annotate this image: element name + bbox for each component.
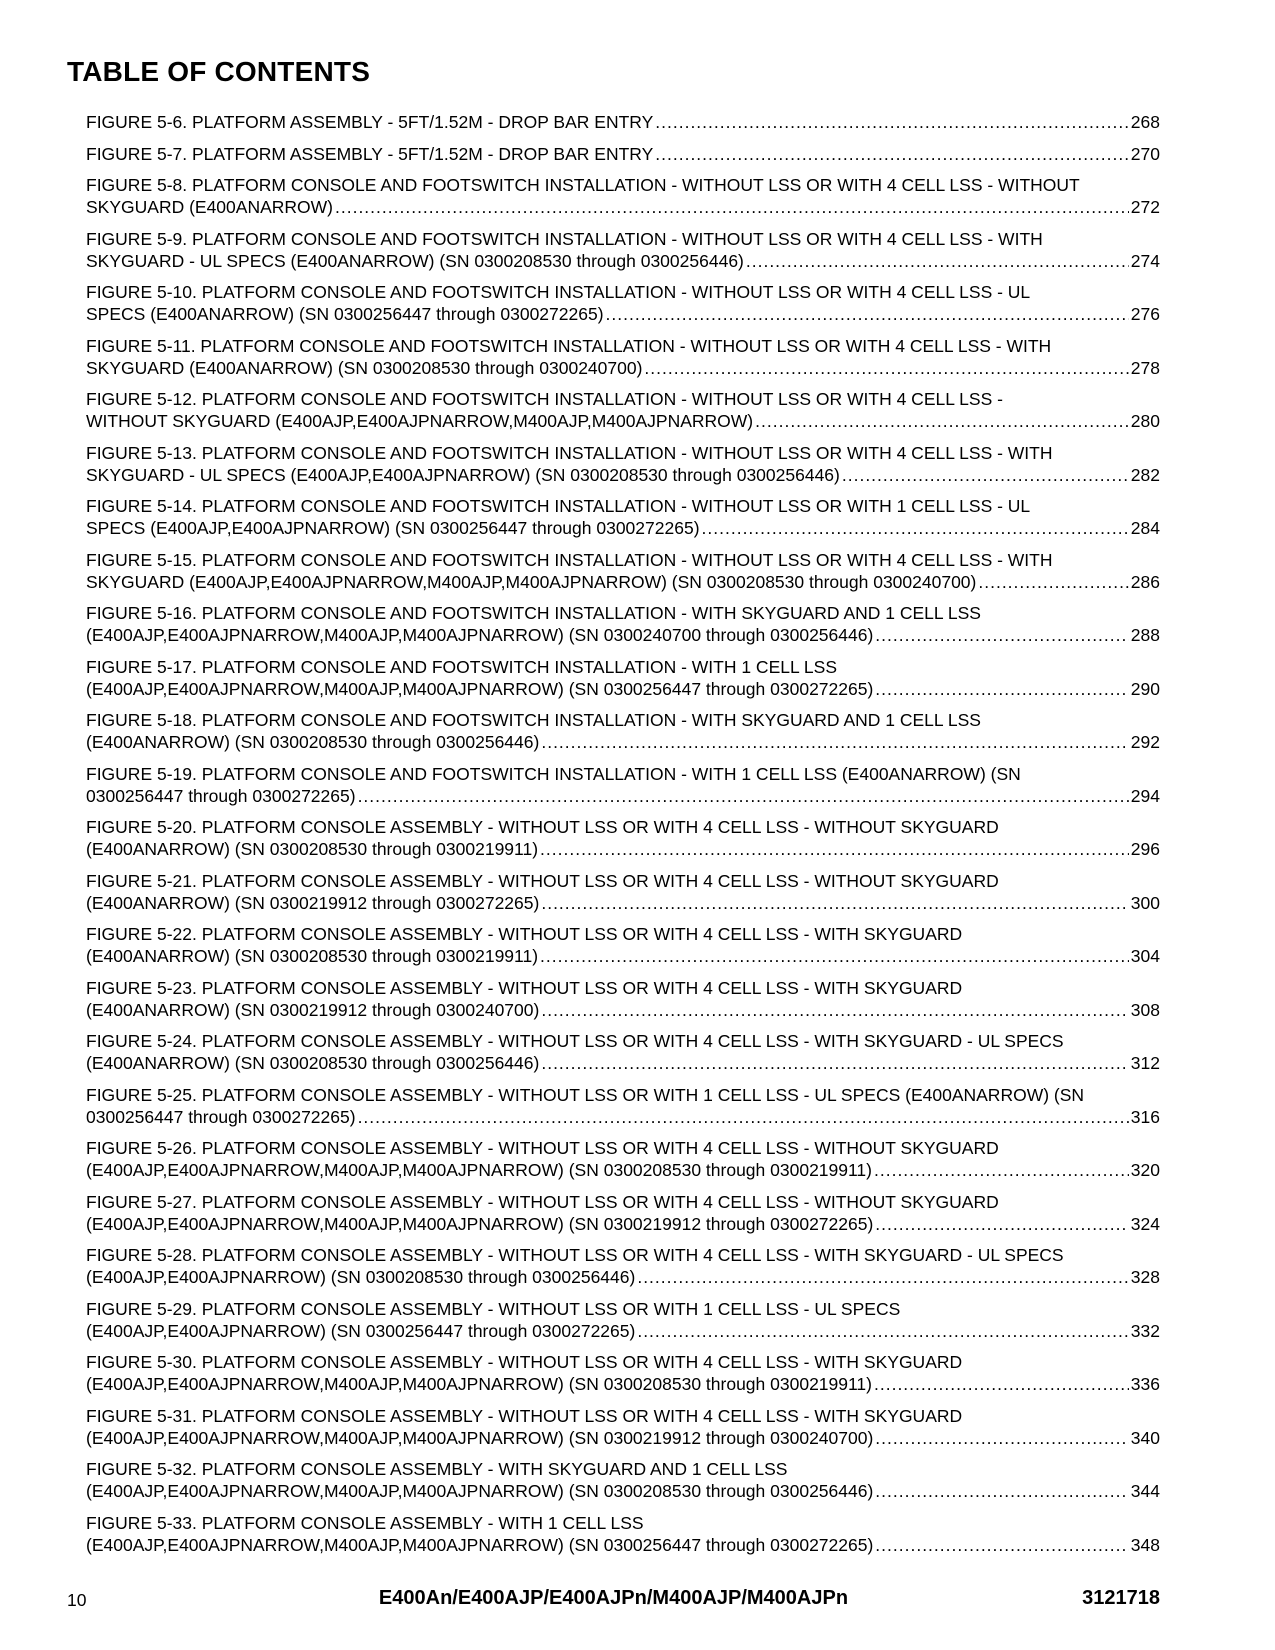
toc-entry-page-number: 328 (1130, 1267, 1160, 1287)
toc-entry-title-line: SKYGUARD (E400AJP,E400AJPNARROW,M400AJP,M400AJPNARROW) (SN 0300208530 through 0300240700) (86, 571, 977, 592)
toc-entry[interactable] (86, 335, 1160, 389)
toc-entry[interactable] (86, 1084, 1160, 1138)
toc-entry-page-number: 344 (1130, 1481, 1160, 1501)
toc-entry-title-line: FIGURE 5-6. PLATFORM ASSEMBLY - 5FT/1.52M - DROP BAR ENTRY (86, 112, 654, 132)
toc-entry[interactable] (86, 1191, 1160, 1245)
toc-entry-title-line: FIGURE 5-27. PLATFORM CONSOLE ASSEMBLY - WITHOUT LSS OR WITH 4 CELL LSS - WITHOUT SKYGUARD (86, 1191, 999, 1212)
toc-entry[interactable] (86, 388, 1160, 442)
toc-entry-page-number: 308 (1130, 999, 1160, 1020)
toc-entry-title-line: (E400AJP,E400AJPNARROW,M400AJP,M400AJPNARROW) (SN 0300219912 through 0300240700) (86, 1427, 874, 1448)
toc-entry-title-line: (E400AJP,E400AJPNARROW) (SN 0300256447 through 0300272265) (86, 1320, 636, 1341)
dot-leader (874, 1159, 1129, 1181)
dot-leader (842, 464, 1129, 486)
toc-entry-title-line: (E400ANARROW) (SN 0300208530 through 0300256446) (86, 732, 540, 752)
toc-entry-title-line: FIGURE 5-18. PLATFORM CONSOLE AND FOOTSWITCH INSTALLATION - WITH SKYGUARD AND 1 CELL LSS (86, 710, 981, 730)
toc-entry-title-line: FIGURE 5-26. PLATFORM CONSOLE ASSEMBLY - WITHOUT LSS OR WITH 4 CELL LSS - WITHOUT SKYGUARD (86, 1138, 999, 1158)
dot-leader (874, 1373, 1129, 1395)
toc-entry-title-line: FIGURE 5-9. PLATFORM CONSOLE AND FOOTSWITCH INSTALLATION - WITHOUT LSS OR WITH 4 CELL LSS - WITH (86, 228, 1043, 249)
toc-entry-title-line: SKYGUARD - UL SPECS (E400ANARROW) (SN 0300208530 through 0300256446) (86, 250, 744, 271)
toc-entry-title-line: FIGURE 5-19. PLATFORM CONSOLE AND FOOTSWITCH INSTALLATION - WITH 1 CELL LSS (E400ANARROW) (SN (86, 763, 1021, 784)
toc-entry-title-line: FIGURE 5-30. PLATFORM CONSOLE ASSEMBLY - WITHOUT LSS OR WITH 4 CELL LSS - WITH SKYGUARD (86, 1352, 963, 1372)
toc-entry-title-line: SKYGUARD - UL SPECS (E400AJP,E400AJPNARROW) (SN 0300208530 through 0300256446) (86, 464, 840, 485)
toc-entry-title-line: FIGURE 5-11. PLATFORM CONSOLE AND FOOTSWITCH INSTALLATION - WITHOUT LSS OR WITH 4 CELL LSS - WITH (86, 335, 1052, 356)
toc-entry[interactable] (86, 602, 1160, 656)
toc-entry-title-line: FIGURE 5-13. PLATFORM CONSOLE AND FOOTSWITCH INSTALLATION - WITHOUT LSS OR WITH 4 CELL LSS - WITH (86, 442, 1053, 463)
toc-entry-title-line: FIGURE 5-10. PLATFORM CONSOLE AND FOOTSWITCH INSTALLATION - WITHOUT LSS OR WITH 4 CELL LSS - UL (86, 282, 1031, 302)
dot-leader (655, 143, 1129, 165)
footer-model-name: E400An/E400AJP/E400AJPn/M400AJP/M400AJPn (378, 1587, 849, 1609)
toc-entry[interactable] (86, 923, 1160, 977)
dot-leader (540, 945, 1129, 967)
toc-entry-title-line: 0300256447 through 0300272265) (86, 785, 356, 806)
dot-leader (702, 517, 1129, 539)
dot-leader (875, 1427, 1129, 1449)
toc-entry-page-number: 274 (1130, 250, 1160, 271)
toc-entry-title-line: (E400AJP,E400AJPNARROW,M400AJP,M400AJPNARROW) (SN 0300256447 through 0300272265) (86, 678, 874, 699)
toc-entry-page-number: 268 (1130, 112, 1160, 132)
dot-leader (875, 624, 1129, 646)
dot-leader (875, 1213, 1129, 1235)
toc-entry[interactable] (86, 1030, 1160, 1084)
toc-entry-title-line: (E400AJP,E400AJPNARROW) (SN 0300208530 through 0300256446) (86, 1267, 636, 1287)
toc-entry[interactable] (86, 143, 1160, 175)
toc-entry-title-line: FIGURE 5-17. PLATFORM CONSOLE AND FOOTSWITCH INSTALLATION - WITH 1 CELL LSS (86, 656, 837, 677)
toc-entry-page-number: 296 (1130, 839, 1160, 859)
dot-leader (335, 196, 1129, 218)
toc-entry-title-line: FIGURE 5-22. PLATFORM CONSOLE ASSEMBLY - WITHOUT LSS OR WITH 4 CELL LSS - WITH SKYGUARD (86, 924, 963, 944)
toc-entry[interactable] (86, 1405, 1160, 1459)
toc-entry-title-line: (E400ANARROW) (SN 0300219912 through 0300272265) (86, 892, 540, 913)
toc-entry-title-line: FIGURE 5-8. PLATFORM CONSOLE AND FOOTSWITCH INSTALLATION - WITHOUT LSS OR WITH 4 CELL LSS - WITHOUT (86, 175, 1080, 195)
toc-entry-page-number: 304 (1130, 946, 1160, 966)
dot-leader (358, 1106, 1129, 1128)
toc-list (86, 111, 1160, 1565)
toc-entry-page-number: 312 (1130, 1053, 1160, 1073)
toc-entry[interactable] (86, 656, 1160, 710)
toc-entry[interactable] (86, 549, 1160, 603)
toc-entry-title-line: FIGURE 5-12. PLATFORM CONSOLE AND FOOTSWITCH INSTALLATION - WITHOUT LSS OR WITH 4 CELL LSS - (86, 389, 1003, 409)
dot-leader (541, 892, 1128, 914)
toc-entry[interactable] (86, 1458, 1160, 1512)
toc-entry-title-line: (E400AJP,E400AJPNARROW,M400AJP,M400AJPNARROW) (SN 0300256447 through 0300272265) (86, 1534, 874, 1555)
toc-entry-page-number: 292 (1130, 732, 1160, 752)
toc-entry-title-line: (E400AJP,E400AJPNARROW,M400AJP,M400AJPNARROW) (SN 0300219912 through 0300272265) (86, 1213, 874, 1234)
toc-entry[interactable] (86, 1244, 1160, 1298)
toc-entry-title-line: FIGURE 5-25. PLATFORM CONSOLE ASSEMBLY - WITHOUT LSS OR WITH 1 CELL LSS - UL SPECS (E400ANARROW) (SN (86, 1084, 1085, 1105)
toc-entry-page-number: 294 (1130, 785, 1160, 806)
toc-entry-title-line: FIGURE 5-31. PLATFORM CONSOLE ASSEMBLY - WITHOUT LSS OR WITH 4 CELL LSS - WITH SKYGUARD (86, 1405, 963, 1426)
dot-leader (606, 303, 1129, 325)
toc-entry-title-line: FIGURE 5-33. PLATFORM CONSOLE ASSEMBLY - WITH 1 CELL LSS (86, 1512, 644, 1533)
toc-entry-page-number: 316 (1130, 1106, 1160, 1127)
dot-leader (655, 111, 1129, 133)
toc-entry-title-line: (E400ANARROW) (SN 0300219912 through 0300240700) (86, 999, 540, 1020)
toc-entry[interactable] (86, 174, 1160, 228)
toc-entry-title-line: WITHOUT SKYGUARD (E400AJP,E400AJPNARROW,M400AJP,M400AJPNARROW) (86, 411, 754, 431)
toc-entry-page-number: 276 (1130, 304, 1160, 324)
toc-entry-title-line: FIGURE 5-24. PLATFORM CONSOLE ASSEMBLY - WITHOUT LSS OR WITH 4 CELL LSS - WITH SKYGUARD - UL SPECS (86, 1031, 1064, 1051)
toc-entry-page-number: 284 (1130, 518, 1160, 538)
toc-entry-title-line: SKYGUARD (E400ANARROW) (86, 197, 333, 217)
toc-entry-page-number: 272 (1130, 197, 1160, 217)
page-title: TABLE OF CONTENTS (67, 56, 371, 87)
toc-entry-title-line: (E400ANARROW) (SN 0300208530 through 0300219911) (86, 839, 539, 859)
toc-entry-page-number: 340 (1130, 1427, 1160, 1448)
toc-entry-page-number: 270 (1130, 143, 1160, 164)
toc-entry-title-line: FIGURE 5-21. PLATFORM CONSOLE ASSEMBLY - WITHOUT LSS OR WITH 4 CELL LSS - WITHOUT SKYGUARD (86, 870, 999, 891)
toc-entry[interactable] (86, 111, 1160, 143)
toc-entry-title-line: (E400ANARROW) (SN 0300208530 through 0300256446) (86, 1053, 540, 1073)
toc-entry-title-line: FIGURE 5-23. PLATFORM CONSOLE ASSEMBLY - WITHOUT LSS OR WITH 4 CELL LSS - WITH SKYGUARD (86, 977, 963, 998)
toc-entry-title-line: FIGURE 5-15. PLATFORM CONSOLE AND FOOTSWITCH INSTALLATION - WITHOUT LSS OR WITH 4 CELL LSS - WITH (86, 549, 1053, 570)
toc-entry[interactable] (86, 442, 1160, 496)
footer-page-number: 10 (67, 1590, 87, 1610)
dot-leader (358, 785, 1129, 807)
dot-leader (746, 250, 1129, 272)
toc-entry-title-line: FIGURE 5-14. PLATFORM CONSOLE AND FOOTSWITCH INSTALLATION - WITHOUT LSS OR WITH 1 CELL LSS - UL (86, 496, 1031, 516)
dot-leader (644, 357, 1128, 379)
dot-leader (540, 838, 1129, 860)
toc-entry-title-line: FIGURE 5-28. PLATFORM CONSOLE ASSEMBLY - WITHOUT LSS OR WITH 4 CELL LSS - WITH SKYGUARD - UL SPECS (86, 1245, 1064, 1265)
toc-entry-title-line: FIGURE 5-20. PLATFORM CONSOLE ASSEMBLY - WITHOUT LSS OR WITH 4 CELL LSS - WITHOUT SKYGUARD (86, 817, 999, 837)
toc-entry-title-line: (E400AJP,E400AJPNARROW,M400AJP,M400AJPNARROW) (SN 0300208530 through 0300219911) (86, 1160, 872, 1180)
toc-entry[interactable] (86, 870, 1160, 924)
dot-leader (875, 1480, 1129, 1502)
dot-leader (637, 1320, 1128, 1342)
dot-leader (755, 410, 1129, 432)
toc-entry-page-number: 300 (1130, 892, 1160, 913)
toc-entry-page-number: 332 (1130, 1320, 1160, 1341)
toc-entry-title-line: SKYGUARD (E400ANARROW) (SN 0300208530 through 0300240700) (86, 357, 643, 378)
toc-entry-page-number: 348 (1130, 1534, 1160, 1555)
toc-entry-title-line: (E400AJP,E400AJPNARROW,M400AJP,M400AJPNARROW) (SN 0300208530 through 0300219911) (86, 1374, 872, 1394)
dot-leader (978, 571, 1128, 593)
toc-entry-page-number: 278 (1130, 357, 1160, 378)
toc-entry-title-line: SPECS (E400AJP,E400AJPNARROW) (SN 0300256447 through 0300272265) (86, 518, 700, 538)
toc-entry-page-number: 288 (1130, 625, 1160, 645)
toc-entry-title-line: 0300256447 through 0300272265) (86, 1106, 356, 1127)
toc-entry-page-number: 290 (1130, 678, 1160, 699)
toc-entry[interactable] (86, 816, 1160, 870)
toc-entry[interactable] (86, 495, 1160, 549)
toc-entry-title-line: (E400AJP,E400AJPNARROW,M400AJP,M400AJPNARROW) (SN 0300208530 through 0300256446) (86, 1481, 874, 1501)
toc-entry[interactable] (86, 228, 1160, 282)
dot-leader (875, 678, 1129, 700)
toc-entry[interactable] (86, 1137, 1160, 1191)
toc-entry-page-number: 280 (1130, 411, 1160, 431)
dot-leader (541, 731, 1128, 753)
toc-entry[interactable] (86, 709, 1160, 763)
toc-entry[interactable] (86, 281, 1160, 335)
toc-entry[interactable] (86, 1512, 1160, 1566)
toc-entry-page-number: 324 (1130, 1213, 1160, 1234)
footer-document-number: 3121718 (1082, 1587, 1160, 1609)
toc-entry-title-line: SPECS (E400ANARROW) (SN 0300256447 through 0300272265) (86, 304, 604, 324)
dot-leader (541, 1052, 1128, 1074)
toc-entry-page-number: 286 (1130, 571, 1160, 592)
toc-entry[interactable] (86, 763, 1160, 817)
dot-leader (637, 1266, 1128, 1288)
toc-entry-title-line: FIGURE 5-29. PLATFORM CONSOLE ASSEMBLY - WITHOUT LSS OR WITH 1 CELL LSS - UL SPECS (86, 1298, 901, 1319)
toc-entry-title-line: FIGURE 5-16. PLATFORM CONSOLE AND FOOTSWITCH INSTALLATION - WITH SKYGUARD AND 1 CELL LSS (86, 603, 981, 623)
toc-entry-page-number: 336 (1130, 1374, 1160, 1394)
dot-leader (541, 999, 1128, 1021)
toc-entry[interactable] (86, 1351, 1160, 1405)
dot-leader (875, 1534, 1129, 1556)
toc-entry-page-number: 282 (1130, 464, 1160, 485)
toc-entry-title-line: FIGURE 5-7. PLATFORM ASSEMBLY - 5FT/1.52M - DROP BAR ENTRY (86, 143, 654, 164)
toc-entry-title-line: (E400AJP,E400AJPNARROW,M400AJP,M400AJPNARROW) (SN 0300240700 through 0300256446) (86, 625, 874, 645)
toc-entry[interactable] (86, 977, 1160, 1031)
toc-entry-title-line: FIGURE 5-32. PLATFORM CONSOLE ASSEMBLY - WITH SKYGUARD AND 1 CELL LSS (86, 1459, 788, 1479)
toc-entry[interactable] (86, 1298, 1160, 1352)
toc-entry-page-number: 320 (1130, 1160, 1160, 1180)
page-footer (67, 1587, 1160, 1615)
toc-entry-title-line: (E400ANARROW) (SN 0300208530 through 0300219911) (86, 946, 539, 966)
